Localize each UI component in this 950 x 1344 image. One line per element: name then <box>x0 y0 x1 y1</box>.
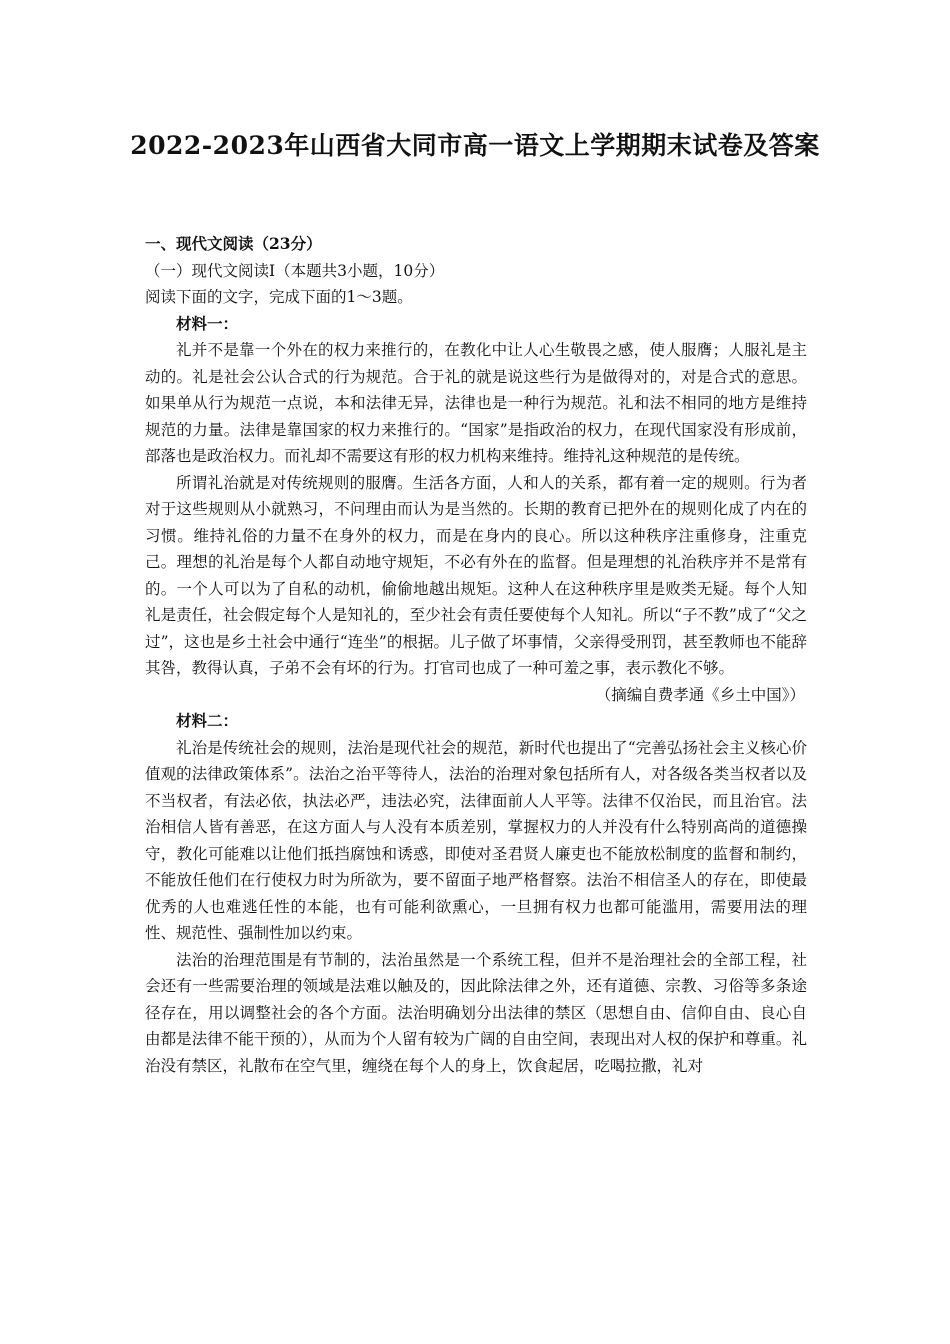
material-two-label: 材料二： <box>176 711 239 730</box>
material-two-paragraph: 法治的治理范围是有节制的，法治虽然是一个系统工程，但并不是治理社会的全部工程，社会还有一些需要治理的领域是法难以触及的，因此除法律之外，还有道德、宗教、习俗等多条途径存在，用以调整社会的各个方面。法治明确划分出法律的禁区（思想自由、信仰自由、良心自由都是法律不能干预的），从而为个人留有较为广阔的自由空间，表现出对人权的保护和尊重。礼治没有禁区，礼散布在空气里，缠绕在每个人的身上，饮食起居，吃喝拉撒，礼对 <box>145 950 807 1075</box>
document-title: 2022-2023年山西省大同市高一语文上学期期末试卷及答案 <box>130 131 820 160</box>
material-two-paragraph: 礼治是传统社会的规则，法治是现代社会的规范，新时代也提出了“完善弘扬社会主义核心价值观的法律政策体系”。法治之治平等待人，法治的治理对象包括所有人，对各级各类当权者以及不当权者，有法必依，执法必严，违法必究，法律面前人人平等。法律不仅治民，而且治官。法治相信人皆有善恶，在这方面人与人没有本质差别，掌握权力的人并没有什么特别高尚的道德操守，教化可能难以让他们抵挡腐蚀和诱惑，即使对圣君贤人廉吏也不能放松制度的监督和制约，不能放任他们在行使权力时为所欲为，要不留面子地严格督察。法治不相信圣人的存在，即使最优秀的人也难逃任性的本能，也有可能利欲熏心，一旦拥有权力也都可能滥用，需要用法的理性、规范性、强制性加以约束。 <box>145 738 807 942</box>
part-heading: （一）现代文阅读Ⅰ（本题共3小题，10分） <box>145 261 445 280</box>
material-one-paragraph: 礼并不是靠一个外在的权力来推行的，在教化中让人心生敬畏之感，使人服膺；人服礼是主动的。礼是社会公认合式的行为规范。合于礼的就是说这些行为是做得对的，对是合式的意思。如果单从行为规范一点说，本和法律无异，法律也是一种行为规范。礼和法不相同的地方是维持规范的力量。法律是靠国家的权力来推行的。“国家”是指政治的权力，在现代国家没有形成前，部落也是政治权力。而礼却不需要这有形的权力机构来维持。维持礼这种规范的是传统。 <box>145 341 807 465</box>
material-one-paragraph: 所谓礼治就是对传统规则的服膺。生活各方面，人和人的关系，都有着一定的规则。行为者对于这些规则从小就熟习，不问理由而认为是当然的。长期的教育已把外在的规则化成了内在的习惯。维持礼俗的力量不在身外的权力，而是在身内的良心。所以这种秩序注重修身，注重克己。理想的礼治是每个人都自动地守规矩，不必有外在的监督。但是理想的礼治秩序并不是常有的。一个人可以为了自私的动机，偷偷地越出规矩。这种人在这种秩序里是败类无疑。每个人知礼是责任，社会假定每个人是知礼的，至少社会有责任要使每个人知礼。所以“子不教”成了“父之过”，这也是乡土社会中通行“连坐”的根据。儿子做了坏事情，父亲得受刑罚，甚至教师也不能辞其咎，教得认真，子弟不会有坏的行为。打官司也成了一种可羞之事，表示教化不够。 <box>145 473 807 677</box>
material-one-source: （摘编自费孝通《乡土中国》） <box>595 685 805 704</box>
material-one-label: 材料一： <box>176 313 239 333</box>
document-body <box>145 231 807 1079</box>
section-heading: 一、现代文阅读（23分） <box>145 234 322 253</box>
reading-instruction: 阅读下面的文字，完成下面的1～3题。 <box>145 288 413 306</box>
